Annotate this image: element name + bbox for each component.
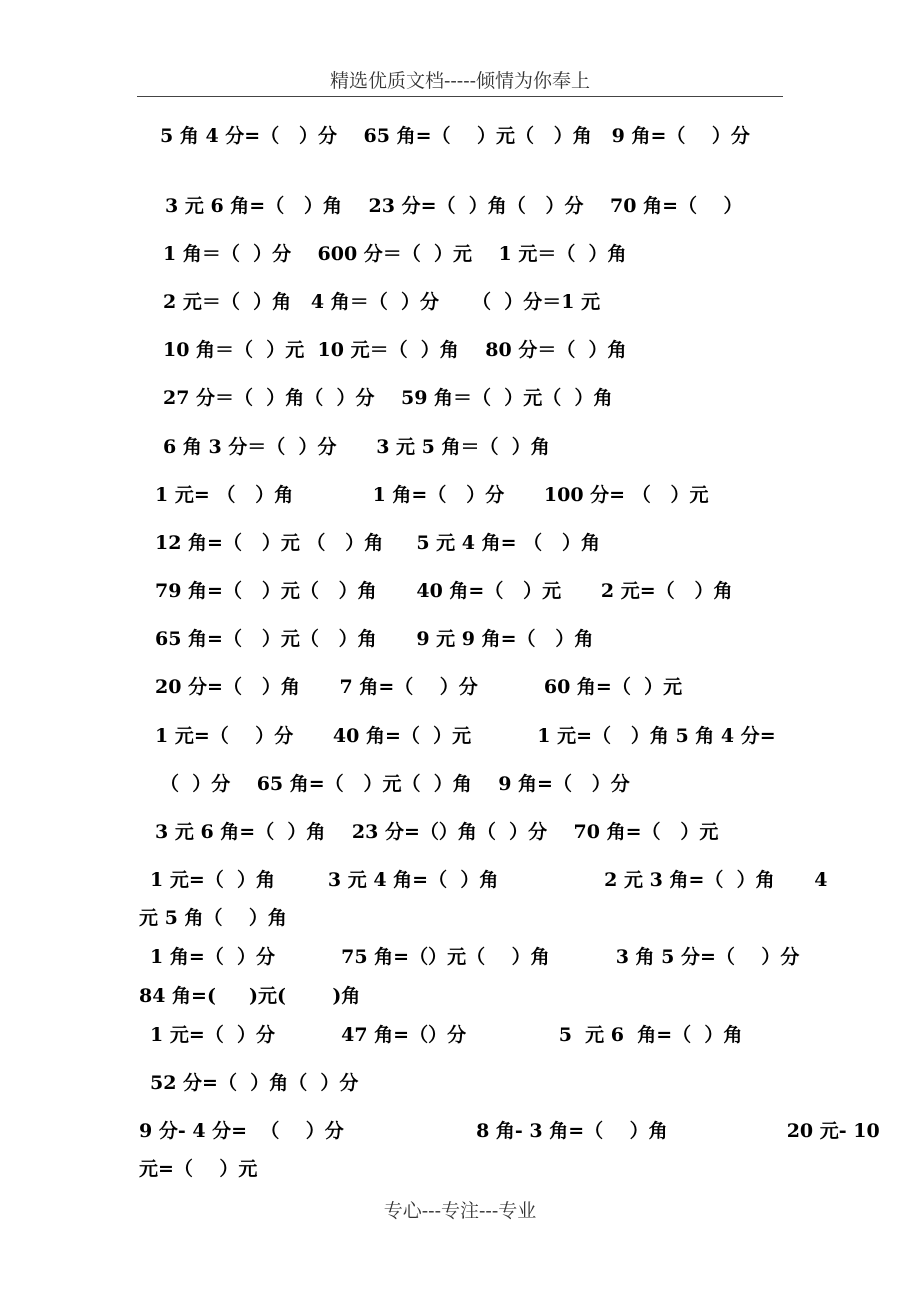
exercise-line: 1 元=（ ）角 3 元 4 角=（ ）角 2 元 3 角=（ ）角 4 — [150, 869, 828, 891]
exercise-line: 3 元 6 角=（ ）角 23 分=（ ）角（ ）分 70 角=（ ） — [165, 195, 743, 217]
exercise-line: 1 角＝（ ）分 600 分＝（ ）元 1 元＝（ ）角 — [163, 243, 627, 265]
exercise-line: 3 元 6 角=（ ）角 23 分=（）角（ ）分 70 角=（ ）元 — [155, 821, 719, 843]
exercise-line: 52 分=（ ）角（ ）分 — [150, 1072, 359, 1094]
exercise-line: 9 分- 4 分= （ ）分 8 角- 3 角=（ ）角 20 元- 10 — [139, 1120, 880, 1142]
exercise-line: 20 分=（ ）角 7 角=（ ）分 60 角=（ ）元 — [155, 676, 683, 698]
exercise-line: 65 角=（ ）元（ ）角 9 元 9 角=（ ）角 — [155, 628, 594, 650]
header-divider — [137, 96, 783, 97]
exercise-line: 2 元＝（ ）角 4 角＝（ ）分 （ ）分＝1 元 — [163, 291, 601, 313]
exercise-line: 元 5 角（ ）角 — [139, 907, 287, 929]
exercise-line: 1 角=（ ）分 75 角=（）元（ ）角 3 角 5 分=（ ）分 — [150, 946, 800, 968]
exercise-line: （ ）分 65 角=（ ）元（ ）角 9 角=（ ）分 — [160, 773, 630, 795]
exercise-line: 84 角=( )元( )角 — [139, 985, 361, 1007]
exercise-line: 27 分＝（ ）角（ ）分 59 角＝（ ）元（ ）角 — [163, 387, 613, 409]
exercise-line: 6 角 3 分＝（ ）分 3 元 5 角＝（ ）角 — [163, 436, 550, 458]
exercise-line: 10 角＝（ ）元 10 元＝（ ）角 80 分＝（ ）角 — [163, 339, 627, 361]
exercise-line: 5 角 4 分=（ ）分 65 角=（ ）元（ ）角 9 角=（ ）分 — [160, 125, 750, 147]
exercise-line: 元=（ ）元 — [139, 1158, 258, 1180]
page-header: 精选优质文档-----倾情为你奉上 — [329, 70, 591, 92]
exercise-line: 1 元=（ ）分 47 角=（）分 5 元 6 角=（ ）角 — [150, 1024, 743, 1046]
exercise-line: 1 元= （ ）角 1 角=（ ）分 100 分= （ ）元 — [155, 484, 709, 506]
page-footer: 专心---专注---专业 — [383, 1200, 537, 1222]
exercise-line: 12 角=（ ）元 （ ）角 5 元 4 角= （ ）角 — [155, 532, 601, 554]
exercise-line: 79 角=（ ）元（ ）角 40 角=（ ）元 2 元=（ ）角 — [155, 580, 733, 602]
exercise-line: 1 元=（ ）分 40 角=（ ）元 1 元=（ ）角 5 角 4 分= — [155, 725, 776, 747]
